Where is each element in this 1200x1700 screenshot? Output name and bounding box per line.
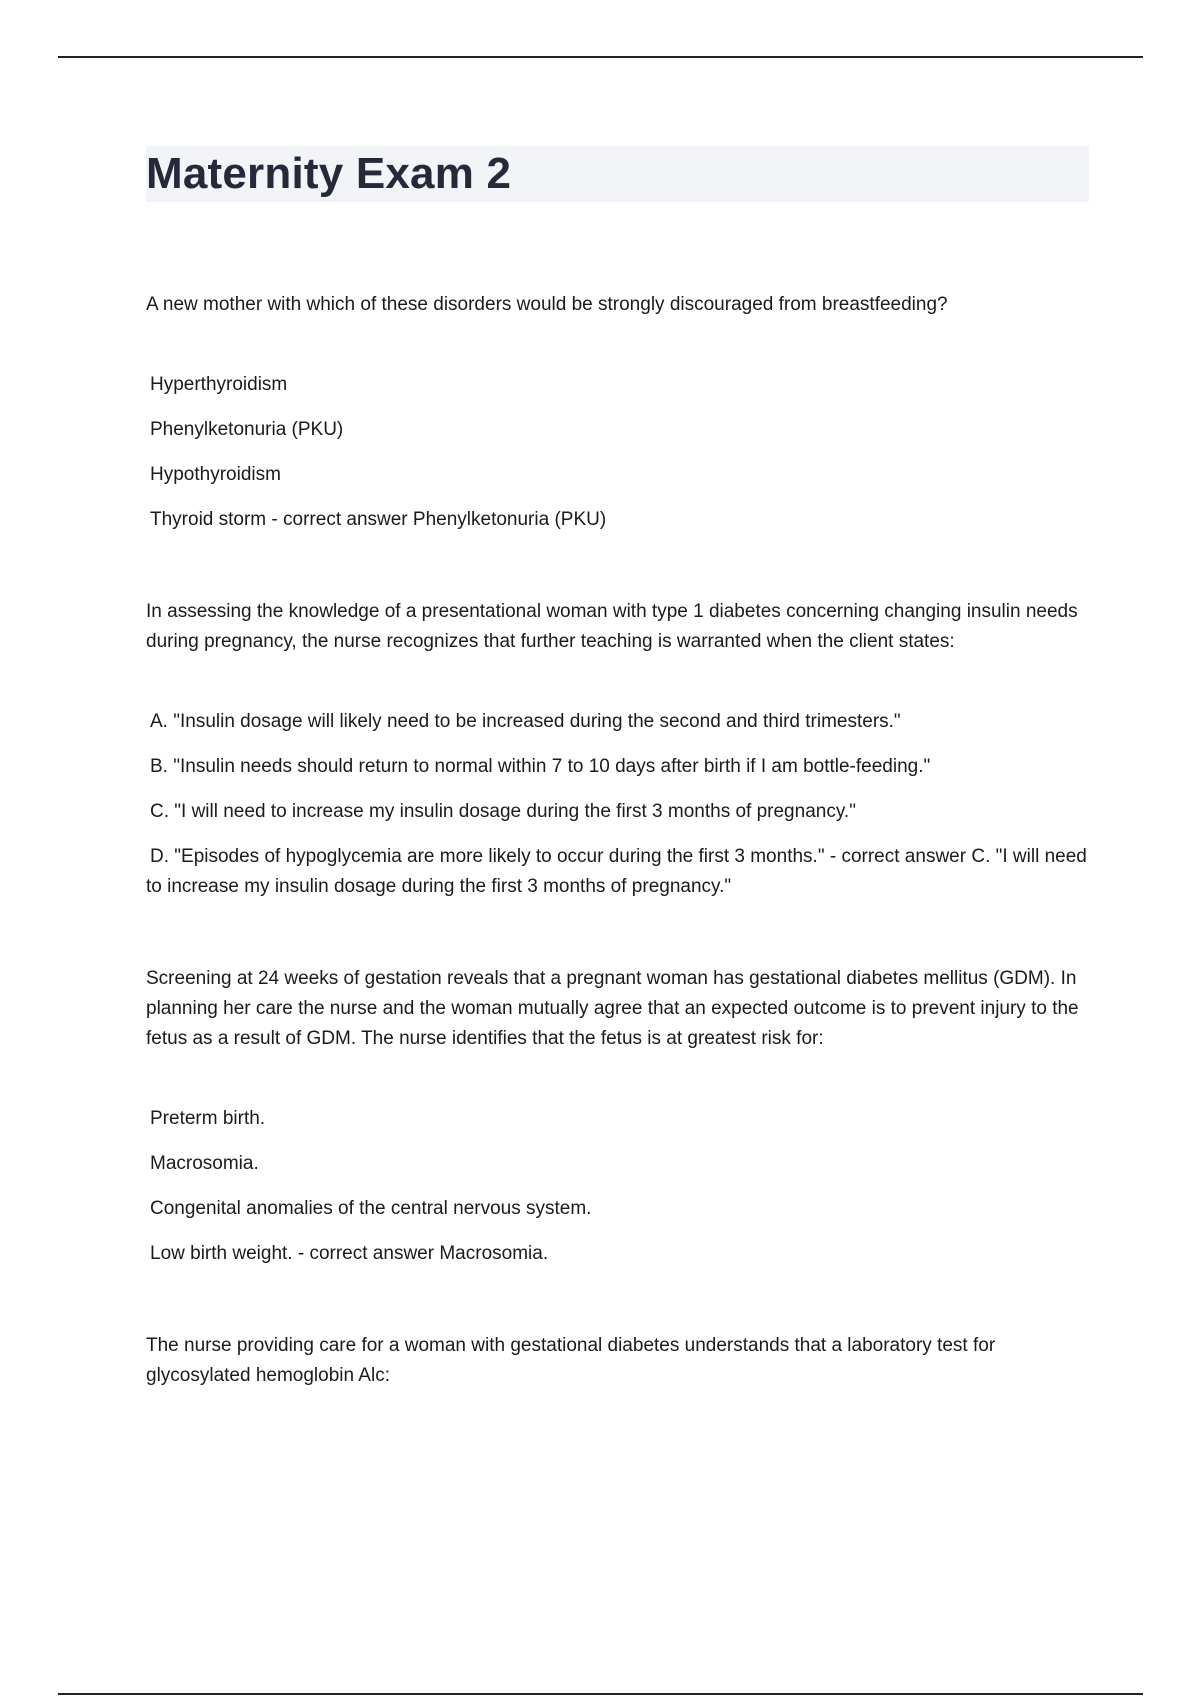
question-1-option-4-with-answer [150, 505, 1091, 535]
question-4-stem: The nurse providing care for a woman with gestational diabetes understands that a laboratory test for glycosylated hemoglobin Alc: [146, 1335, 996, 1386]
question-list [146, 290, 1091, 1453]
question-1-options [146, 370, 1091, 535]
question-1-option-3: Hypothyroidism [150, 464, 281, 485]
question-1-option-1: Hyperthyroidism [150, 374, 288, 395]
question-1-option-2: Phenylketonuria (PKU) [150, 419, 344, 440]
question-3-option-4: Low birth weight. [150, 1243, 293, 1264]
question-2-option-d-with-answer [146, 842, 1091, 902]
question-1-option-4: Thyroid storm [150, 509, 267, 530]
question-3-answer: Macrosomia. [439, 1243, 549, 1264]
question-1-stem: A new mother with which of these disorders would be strongly discouraged from breastfeeding? [146, 294, 948, 315]
question-2-option-a: A. "Insulin dosage will likely need to be increased during the second and third trimesters." [150, 711, 901, 732]
question-1-answer: Phenylketonuria (PKU) [412, 509, 607, 530]
top-rule [58, 56, 1143, 58]
question-1 [146, 290, 1091, 535]
question-3-option-4-with-answer [150, 1239, 1091, 1269]
question-3-options [146, 1104, 1091, 1269]
question-3-option-1: Preterm birth. [150, 1108, 266, 1129]
question-3-answer-label: - correct answer [297, 1243, 435, 1264]
question-3-stem: Screening at 24 weeks of gestation reveals that a pregnant woman has gestational diabetes mellitus (GDM). In planning her care the nurse and the woman mutually agree that an expected outcome is to prevent injury to the fetus as a result of GDM. The nurse identifies that the fetus is at greatest risk for: [146, 968, 1079, 1049]
question-1-answer-label: - correct answer [271, 509, 408, 530]
page-title: Maternity Exam 2 [146, 149, 512, 198]
question-2-option-b: B. "Insulin needs should return to normal within 7 to 10 days after birth if I am bottle-feeding." [150, 756, 931, 777]
question-2-option-d: D. "Episodes of hypoglycemia are more likely to occur during the first 3 months." [150, 846, 825, 867]
question-3-option-3: Congenital anomalies of the central nervous system. [150, 1198, 592, 1219]
question-3-option-2: Macrosomia. [150, 1153, 259, 1174]
question-2-options [146, 707, 1091, 902]
bottom-rule [58, 1693, 1143, 1695]
question-2-answer: C. "I will need to increase my insulin dosage during the first 3 months of pregnancy." [146, 846, 1087, 897]
question-3 [146, 964, 1091, 1269]
question-2-stem: In assessing the knowledge of a presentational woman with type 1 diabetes concerning changing insulin needs during pregnancy, the nurse recognizes that further teaching is warranted when the client states: [146, 601, 1078, 652]
question-2 [146, 597, 1091, 902]
question-2-answer-label: - correct answer [829, 846, 967, 867]
question-4 [146, 1331, 1091, 1391]
question-2-option-c: C. "I will need to increase my insulin dosage during the first 3 months of pregnancy." [150, 801, 856, 822]
